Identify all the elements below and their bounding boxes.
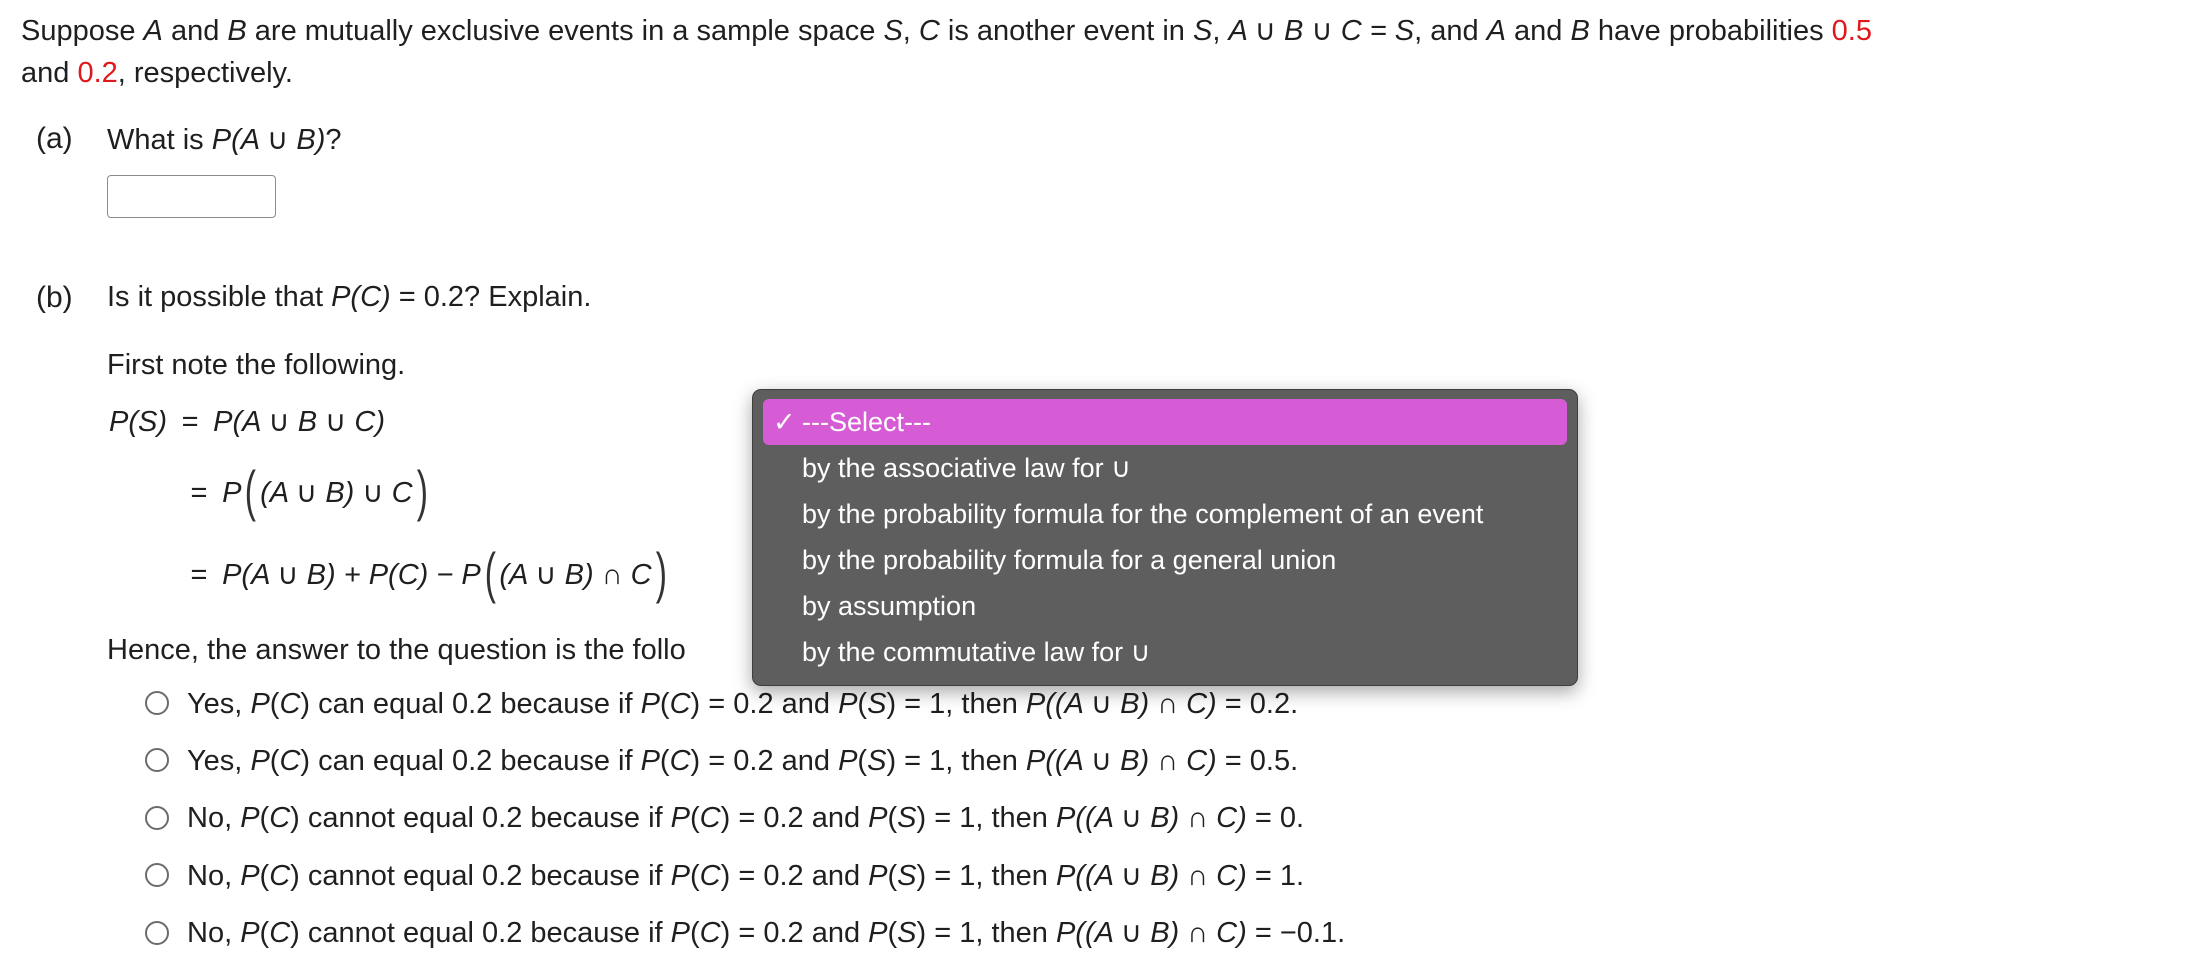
probability-a: 0.5	[1831, 15, 1872, 47]
select-dropdown-menu[interactable]	[752, 389, 1578, 686]
part-b-label: (b)	[36, 281, 73, 314]
equation-line-2: = P( (A ∪ B) ∪ C)	[190, 459, 428, 522]
dropdown-option-select[interactable]: ✓ ---Select---	[763, 399, 1567, 445]
option-radio[interactable]	[145, 921, 169, 945]
problem-statement	[21, 10, 1872, 94]
eq1-lhs: P(S)	[109, 406, 167, 438]
part-b-note: First note the following.	[107, 349, 406, 381]
dropdown-option-complement[interactable]: by the probability formula for the complement of an event	[802, 499, 1484, 529]
option-text: No, P(C) cannot equal 0.2 because if P(C) = 0.2 and P(S) = 1, then P((A ∪ B) ∩ C) = −0.1.	[187, 917, 1346, 949]
problem-line-2: and 0.2, respectively.	[21, 57, 293, 89]
option-radio[interactable]	[145, 806, 169, 830]
part-b-question: Is it possible that P(C) = 0.2? Explain.	[107, 281, 592, 313]
dropdown-option-general-union[interactable]: by the probability formula for a general union	[802, 545, 1337, 575]
option-text: Yes, P(C) can equal 0.2 because if P(C) = 0.2 and P(S) = 1, then P((A ∪ B) ∩ C) = 0.2.	[187, 688, 1299, 720]
option-radio[interactable]	[145, 863, 169, 887]
dropdown-option-associative[interactable]: by the associative law for ∪	[802, 453, 1131, 483]
eq1-rhs: P(A ∪ B ∪ C)	[213, 406, 386, 438]
checkmark-icon: ✓	[773, 407, 796, 437]
hence-text: Hence, the answer to the question is the follo	[107, 634, 686, 666]
problem-line-1: Suppose A and B are mutually exclusive events in a sample space S, C is another event in S, A ∪ B ∪ C = S, and A and B have probabilities 0.5	[21, 15, 1872, 47]
option-text: No, P(C) cannot equal 0.2 because if P(C) = 0.2 and P(S) = 1, then P((A ∪ B) ∩ C) = 1.	[187, 860, 1305, 892]
part-a-answer-input[interactable]	[107, 175, 276, 218]
dropdown-option-commutative[interactable]: by the commutative law for ∪	[802, 637, 1151, 667]
probability-b: 0.2	[77, 57, 118, 89]
equation-line-1: P(S) = P(A ∪ B ∪ C)	[109, 406, 386, 438]
part-a-question: What is P(A ∪ B)?	[107, 124, 342, 156]
dropdown-option-assumption[interactable]: by assumption	[802, 591, 977, 621]
option-radio[interactable]	[145, 691, 169, 715]
part-a-label: (a)	[36, 122, 73, 155]
equation-line-3: = P(A ∪ B) + P(C) − P( (A ∪ B) ∩ C)	[190, 541, 667, 604]
option-radio[interactable]	[145, 748, 169, 772]
option-text: Yes, P(C) can equal 0.2 because if P(C) = 0.2 and P(S) = 1, then P((A ∪ B) ∩ C) = 0.5.	[187, 745, 1299, 777]
option-text: No, P(C) cannot equal 0.2 because if P(C) = 0.2 and P(S) = 1, then P((A ∪ B) ∩ C) = 0.	[187, 802, 1305, 834]
